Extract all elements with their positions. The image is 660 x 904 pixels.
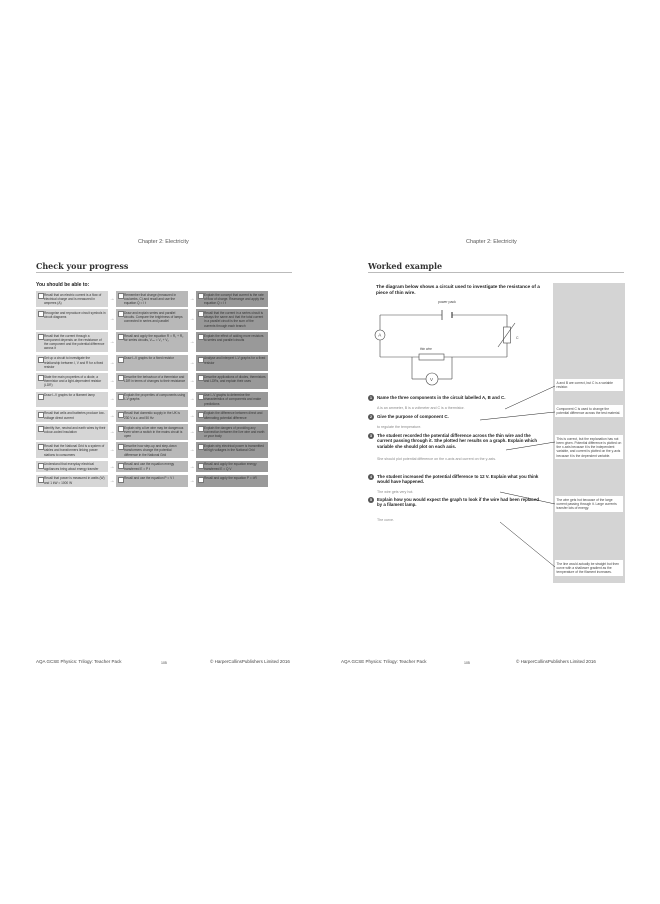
progress-cell — [36, 424, 108, 440]
progress-text: Understand that everyday electrical appliances bring about energy transfer — [44, 462, 99, 471]
progress-cell — [116, 475, 188, 487]
checkbox[interactable] — [118, 477, 124, 483]
footer-copyright: © HarperCollinsPublishers Limited 2016 — [210, 659, 290, 664]
intro-text: The diagram below shows a circuit used to investigate the resistance of a piece of thin wire. — [376, 284, 540, 295]
progress-row — [36, 355, 292, 371]
progress-row — [36, 461, 292, 473]
progress-text: Recall and use the equation P = V I — [124, 476, 175, 481]
checkbox[interactable] — [38, 463, 44, 469]
progress-text: Analyse and interpret I–V graphs for a fixed resistor — [204, 356, 266, 365]
checkbox[interactable] — [198, 426, 204, 432]
footer-title: AQA GCSE Physics: Trilogy: Teacher Pack — [341, 659, 427, 664]
progress-row — [36, 309, 292, 329]
answer-text: The curve. — [377, 518, 394, 522]
question-text: Explain how you would expect the graph to look if the wire had been replaced by a filament lamp. — [377, 496, 539, 507]
checkbox[interactable] — [198, 444, 204, 450]
arrow-icon: → — [189, 412, 195, 419]
page-heading: Check your progress — [36, 261, 129, 271]
arrow-icon: → — [109, 396, 115, 403]
progress-text: Set up a circuit to investigate the relationship between I, V and R for a fixed resistor — [44, 356, 104, 369]
answer-text: to regulate the temperature. — [377, 425, 422, 429]
progress-cell — [116, 291, 188, 307]
power-pack-label: power pack — [438, 300, 456, 304]
progress-row — [36, 332, 292, 352]
question-number: 2 — [368, 414, 374, 420]
progress-text: Use I–V graphs to determine the characteristics of components and make predictions — [204, 393, 262, 406]
progress-text: Explain why a live wire may be dangerous even when a switch in the mains circuit is open — [124, 425, 184, 439]
chapter-title: Chapter 2: Electricity — [138, 239, 189, 245]
progress-cell — [36, 291, 108, 307]
question-text: The student recorded the potential difference across the thin wire and the current passing through it. She plotted her results on a graph. Explain which variable she should plot on each axis. — [377, 432, 538, 449]
progress-row — [36, 392, 292, 408]
progress-cell — [36, 392, 108, 408]
checkbox[interactable] — [118, 293, 124, 299]
progress-cell — [196, 332, 268, 352]
progress-row — [36, 291, 292, 307]
progress-cell — [196, 442, 268, 458]
progress-text: Describe applications of diodes, thermistors and LDRs, and explain their uses — [204, 374, 266, 383]
checkbox[interactable] — [198, 375, 204, 381]
page-number: 105 — [464, 661, 470, 665]
progress-text: Recall that an electric current is a flow of electrical charge and is measured in amperes (A) — [44, 292, 102, 306]
progress-text: Explain the concept that current is the rate of flow of charge. Rearrange and apply the equation Q = I t — [204, 292, 265, 306]
right-page — [330, 0, 660, 904]
tips-sidebar — [553, 283, 625, 583]
arrow-icon: → — [109, 447, 115, 454]
progress-cell — [196, 291, 268, 307]
tip-box: A and B are correct, but C is a variable resistor. — [555, 379, 623, 391]
tip-box: This is correct, but the explanation has not been given. Potential difference is plotted on the x-axis because it is the independent variable, and current is plotted on the y-axis because it is the dependent variable. — [556, 436, 622, 458]
progress-cell — [196, 355, 268, 371]
arrow-icon: → — [189, 359, 195, 366]
question-text: Name the three components in the circuit labelled A, B and C. — [377, 394, 506, 400]
progress-cell — [196, 410, 268, 422]
arrow-icon: → — [109, 378, 115, 385]
progress-cell — [196, 461, 268, 473]
progress-cell — [116, 355, 188, 371]
progress-text: State the main properties of a diode, a thermistor and a light-dependent resistor (LDR) — [44, 374, 102, 388]
progress-cell — [36, 309, 108, 329]
checkbox[interactable] — [198, 311, 204, 317]
progress-cell — [116, 461, 188, 473]
checkbox[interactable] — [38, 426, 44, 432]
progress-text: Recall that the current through a component depends on the resistance of the component and the potential difference across it — [44, 333, 105, 351]
progress-cell — [116, 392, 188, 408]
answer-text: She should plot potential difference on the x-axis and current on the y-axis. — [377, 457, 496, 461]
checkbox[interactable] — [38, 334, 44, 340]
progress-text: Recall and apply the equation energy transferred E = Q V — [204, 462, 257, 471]
progress-cell — [196, 392, 268, 408]
checkbox[interactable] — [38, 293, 44, 299]
checkbox[interactable] — [38, 477, 44, 483]
question-number: 3 — [368, 433, 374, 439]
tip-box: Component C is used to change the potential difference across the test material. — [555, 405, 623, 417]
arrow-icon: → — [109, 359, 115, 366]
checkbox[interactable] — [38, 357, 44, 363]
page-number: 105 — [161, 661, 167, 665]
arrow-icon: → — [109, 428, 115, 435]
progress-cell — [36, 332, 108, 352]
question-text: Give the purpose of component C. — [377, 413, 449, 419]
arrow-icon: → — [109, 295, 115, 302]
arrow-icon: → — [109, 463, 115, 470]
ammeter-label: A — [378, 332, 382, 338]
progress-text: Recall and use the equation energy transferred E = P t — [124, 462, 175, 471]
progress-grid — [36, 291, 292, 489]
progress-text: Recall and apply the equation R = R₁ + R₂ for series circuits, Vₜₒₜ = V₁ + V₂ — [124, 333, 184, 342]
arrow-icon: → — [109, 412, 115, 419]
progress-cell — [116, 424, 188, 440]
progress-text: Recall that cells and batteries produce low-voltage direct current — [44, 411, 105, 420]
progress-text: Recall that power is measured in watts (W) and 1 kW = 1000 W — [44, 476, 105, 485]
checkbox[interactable] — [118, 426, 124, 432]
progress-cell — [196, 373, 268, 389]
checkbox[interactable] — [198, 334, 204, 340]
checkbox[interactable] — [118, 334, 124, 340]
checkbox[interactable] — [198, 463, 204, 469]
progress-text: Remember that charge (measured in coulombs, C) and recall and use the equation Q = I t — [124, 292, 177, 306]
arrow-icon: → — [109, 316, 115, 323]
progress-cell — [116, 332, 188, 352]
answer-text: The wire gets very hot. — [377, 490, 414, 494]
checkbox[interactable] — [38, 311, 44, 317]
progress-text: Explain the effect of adding more resistors to series and parallel circuits — [204, 333, 264, 342]
progress-cell — [36, 373, 108, 389]
checkbox[interactable] — [38, 412, 44, 418]
arrow-icon: → — [189, 396, 195, 403]
checkbox[interactable] — [38, 394, 44, 400]
progress-cell — [116, 410, 188, 422]
checkbox[interactable] — [198, 293, 204, 299]
progress-cell — [196, 309, 268, 329]
checkbox[interactable] — [198, 412, 204, 418]
checkbox[interactable] — [118, 412, 124, 418]
arrow-icon: → — [109, 477, 115, 484]
tip-box: The wire gets hot because of the large current passing through it. Large currents transfer lots of energy. — [555, 496, 623, 512]
arrow-icon: → — [109, 339, 115, 346]
arrow-icon: → — [189, 428, 195, 435]
progress-text: Draw I–V graphs for a filament lamp — [44, 393, 95, 398]
checkbox[interactable] — [38, 444, 44, 450]
progress-text: Recognise and reproduce circuit symbols in circuit diagrams — [44, 310, 106, 320]
arrow-icon: → — [189, 339, 195, 346]
voltmeter-label: V — [430, 377, 434, 382]
progress-text: Draw and explain series and parallel circuits. Compare the brightness of lamps connected in series and parallel — [124, 310, 183, 324]
thin-wire-label: thin wire — [420, 347, 432, 351]
progress-row — [36, 442, 292, 458]
progress-cell — [36, 461, 108, 473]
checkbox[interactable] — [118, 394, 124, 400]
progress-cell — [116, 309, 188, 329]
arrow-icon: → — [189, 463, 195, 470]
progress-text: Recall that the current in a series circuit is always the same and that the total current in a parallel circuit is the sum of the currents through each branch — [204, 310, 264, 328]
progress-row — [36, 475, 292, 487]
progress-text: Identify live, neutral and earth wires by their colour-coded insulation — [44, 425, 106, 434]
progress-cell — [36, 410, 108, 422]
progress-text: Explain the difference between direct and alternating potential difference — [204, 411, 263, 420]
checkbox[interactable] — [118, 463, 124, 469]
arrow-icon: → — [189, 378, 195, 385]
chapter-title: Chapter 2: Electricity — [466, 239, 517, 245]
progress-cell — [116, 442, 188, 458]
subheading: You should be able to: — [36, 282, 90, 288]
heading-divider — [36, 272, 292, 273]
checkbox[interactable] — [38, 375, 44, 381]
progress-cell — [196, 424, 268, 440]
progress-text: Draw I–V graphs for a fixed resistor — [124, 356, 174, 361]
checkbox[interactable] — [118, 444, 124, 450]
checkbox[interactable] — [198, 477, 204, 483]
footer-title: AQA GCSE Physics: Trilogy: Teacher Pack — [36, 659, 122, 664]
question-text: The student increased the potential difference to 12 V. Explain what you think would have happened. — [377, 473, 539, 484]
arrow-icon: → — [189, 316, 195, 323]
checkbox[interactable] — [198, 357, 204, 363]
component-c-label: C — [516, 336, 519, 340]
progress-cell — [116, 373, 188, 389]
progress-cell — [196, 475, 268, 487]
checkbox[interactable] — [118, 375, 124, 381]
progress-cell — [36, 442, 108, 458]
footer-copyright: © HarperCollinsPublishers Limited 2016 — [516, 659, 596, 664]
tip-box: The line would actually be straight but then curve with a shallower gradient as the temperature of the filament increases. — [555, 560, 623, 576]
progress-text: Recall and apply the equation P = I²R — [204, 476, 257, 481]
progress-text: Recall that the National Grid is a system of cables and transformers linking power stations to consumers — [44, 443, 105, 457]
answer-text: A is an ammeter, B is a voltmeter and C is a thermistor. — [377, 406, 465, 410]
progress-text: Explain why electrical power is transmitted at high voltages in the National Grid — [204, 443, 264, 453]
checkbox[interactable] — [118, 357, 124, 363]
progress-row — [36, 373, 292, 389]
arrow-icon: → — [189, 295, 195, 302]
progress-text: Explain the dangers of providing any connection between the live wire and earth or your body — [204, 425, 265, 439]
progress-text: Describe how step-up and step-down transformers change the potential difference in the National Grid — [124, 443, 177, 457]
progress-row — [36, 424, 292, 440]
progress-text: Explain the properties of components using I–V graphs — [124, 393, 186, 402]
arrow-icon: → — [189, 477, 195, 484]
checkbox[interactable] — [118, 311, 124, 317]
circuit-diagram — [372, 295, 544, 390]
arrow-icon: → — [189, 447, 195, 454]
progress-text: Recall that domestic supply in the UK is 230 V a.c. and 50 Hz — [124, 411, 180, 420]
progress-row — [36, 410, 292, 422]
question-number: 4 — [368, 474, 374, 480]
heading-divider — [368, 272, 624, 273]
question-number: 5 — [368, 497, 374, 503]
checkbox[interactable] — [198, 394, 204, 400]
progress-text: Describe the behaviour of a thermistor and LDR in terms of changes to their resistance — [124, 374, 186, 383]
progress-cell — [36, 355, 108, 371]
question-number: 1 — [368, 395, 374, 401]
progress-cell — [36, 475, 108, 487]
page-heading: Worked example — [368, 261, 443, 271]
